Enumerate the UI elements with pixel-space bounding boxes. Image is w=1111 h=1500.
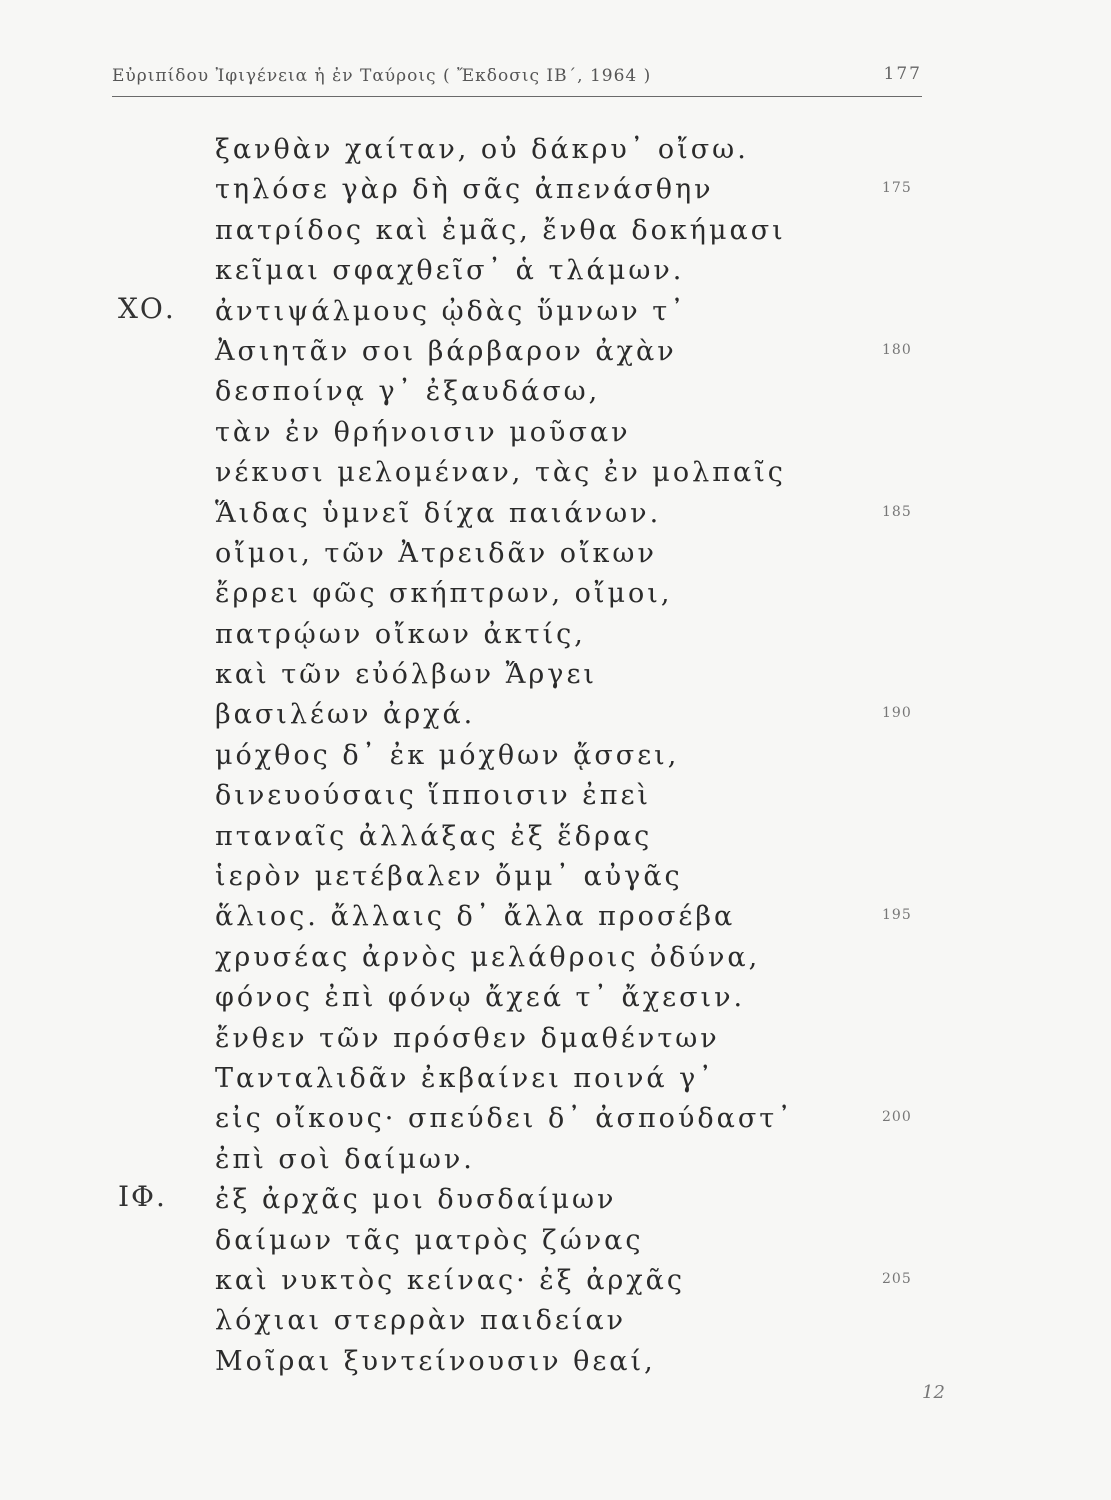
verse-line (0, 1261, 1111, 1301)
verse-text: ἔρρει φῶς σκήπτρων, οἴμοι, (215, 578, 673, 610)
verse-text: λόχιαι στερρὰν παιδείαν (215, 1305, 627, 1337)
verse-line (0, 1180, 1111, 1220)
verse-text: κεῖμαι σφαχθεῖσ᾽ ἁ τλάμων. (215, 255, 685, 287)
speaker-label: ΧΟ. (118, 291, 176, 325)
verse-text: ξανθὰν χαίταν, οὐ δάκρυ᾽ οἴσω. (215, 134, 749, 165)
verse-text: ἐξ ἀρχᾶς μοι δυσδαίμων (215, 1184, 617, 1216)
verse-text: καὶ νυκτὸς κείνας· ἐξ ἀρχᾶς (215, 1264, 686, 1296)
line-number: 175 (882, 180, 912, 197)
verse-line (0, 1301, 1111, 1341)
verse-text: δαίμων τᾶς ματρὸς ζώνας (215, 1224, 644, 1256)
running-head: Εὐριπίδου Ἰφιγένεια ἡ ἐν Ταύροις ( Ἔκδοσις ΙΒ΄, 1964 ) (112, 66, 652, 86)
verse-line (0, 857, 1111, 897)
verse-line (0, 1221, 1111, 1261)
verse-text: φόνος ἐπὶ φόνῳ ἄχεά τ᾽ ἄχεσιν. (215, 982, 746, 1014)
verse-text: οἴμοι, τῶν Ἀτρειδᾶν οἴκων (215, 537, 657, 569)
verse-line (0, 897, 1111, 937)
verse-line (0, 534, 1111, 574)
verse-text: πταναῖς ἀλλάξας ἐξ ἕδρας (215, 820, 653, 852)
verse-text: Μοῖραι ξυντείνουσιν θεαί, (215, 1345, 656, 1377)
verse-line (0, 211, 1111, 251)
verse-text: καὶ τῶν εὐόλβων Ἄργει (215, 659, 598, 691)
signature-mark: 12 (922, 1382, 945, 1403)
verse-line (0, 574, 1111, 614)
speaker-label: ΙΦ. (118, 1180, 167, 1214)
verse-text: τὰν ἐν θρήνοισιν μοῦσαν (215, 416, 631, 448)
verse-line (0, 251, 1111, 291)
verse-text: ἔνθεν τῶν πρόσθεν δμαθέντων (215, 1022, 720, 1054)
verse-line (0, 776, 1111, 816)
verse-text: πατρίδος καὶ ἐμᾶς, ἔνθα δοκήμασι (215, 214, 786, 246)
verse-text: εἰς οἴκους· σπεύδει δ᾽ ἀσπούδαστ᾽ (215, 1103, 794, 1135)
verse-line (0, 332, 1111, 372)
page-number: 177 (883, 64, 922, 84)
verse-line (0, 1342, 1111, 1382)
verse-text: Ἅιδας ὑμνεῖ δίχα παιάνων. (215, 497, 662, 529)
verse-text: τηλόσε γὰρ δὴ σᾶς ἀπενάσθην (215, 174, 714, 206)
verse-line (0, 736, 1111, 776)
line-number: 180 (882, 341, 912, 358)
line-number: 205 (882, 1270, 912, 1287)
verse-line (0, 1099, 1111, 1139)
line-number: 185 (882, 503, 912, 520)
verse-text: ἐπὶ σοὶ δαίμων. (215, 1143, 475, 1175)
verse-text: ἀντιψάλμους ᾠδὰς ὕμνων τ᾽ (215, 295, 687, 327)
verse-line (0, 655, 1111, 695)
verse-line (0, 1059, 1111, 1099)
verse-text: βασιλέων ἀρχά. (215, 699, 476, 731)
verse-block (0, 130, 1111, 1382)
verse-line (0, 413, 1111, 453)
verse-line (0, 130, 1111, 170)
verse-line (0, 695, 1111, 735)
verse-text: δεσποίνᾳ γ᾽ ἐξαυδάσω, (215, 376, 601, 408)
verse-line (0, 615, 1111, 655)
verse-text: Τανταλιδᾶν ἐκβαίνει ποινά γ᾽ (215, 1062, 715, 1094)
verse-text: μόχθος δ᾽ ἐκ μόχθων ᾄσσει, (215, 739, 680, 771)
page-header (112, 62, 922, 97)
verse-line (0, 817, 1111, 857)
verse-line (0, 494, 1111, 534)
verse-text: πατρῴων οἴκων ἀκτίς, (215, 618, 586, 650)
verse-text: χρυσέας ἀρνὸς μελάθροις ὀδύνα, (215, 941, 761, 973)
verse-line (0, 453, 1111, 493)
verse-line (0, 1140, 1111, 1180)
verse-line (0, 292, 1111, 332)
verse-text: ἱερὸν μετέβαλεν ὄμμ᾽ αὐγᾶς (215, 861, 683, 893)
verse-line (0, 978, 1111, 1018)
verse-text: νέκυσι μελομέναν, τὰς ἐν μολπαῖς (215, 457, 786, 489)
verse-line (0, 372, 1111, 412)
line-number: 190 (882, 705, 912, 722)
verse-line (0, 170, 1111, 210)
verse-text: ἅλιος. ἄλλαις δ᾽ ἄλλα προσέβα (215, 901, 736, 933)
line-number: 200 (882, 1109, 912, 1126)
verse-text: Ἀσιητᾶν σοι βάρβαρον ἀχὰν (215, 335, 677, 367)
verse-text: δινευούσαις ἵπποισιν ἐπεὶ (215, 780, 652, 812)
verse-line (0, 1019, 1111, 1059)
line-number: 195 (882, 907, 912, 924)
verse-line (0, 938, 1111, 978)
